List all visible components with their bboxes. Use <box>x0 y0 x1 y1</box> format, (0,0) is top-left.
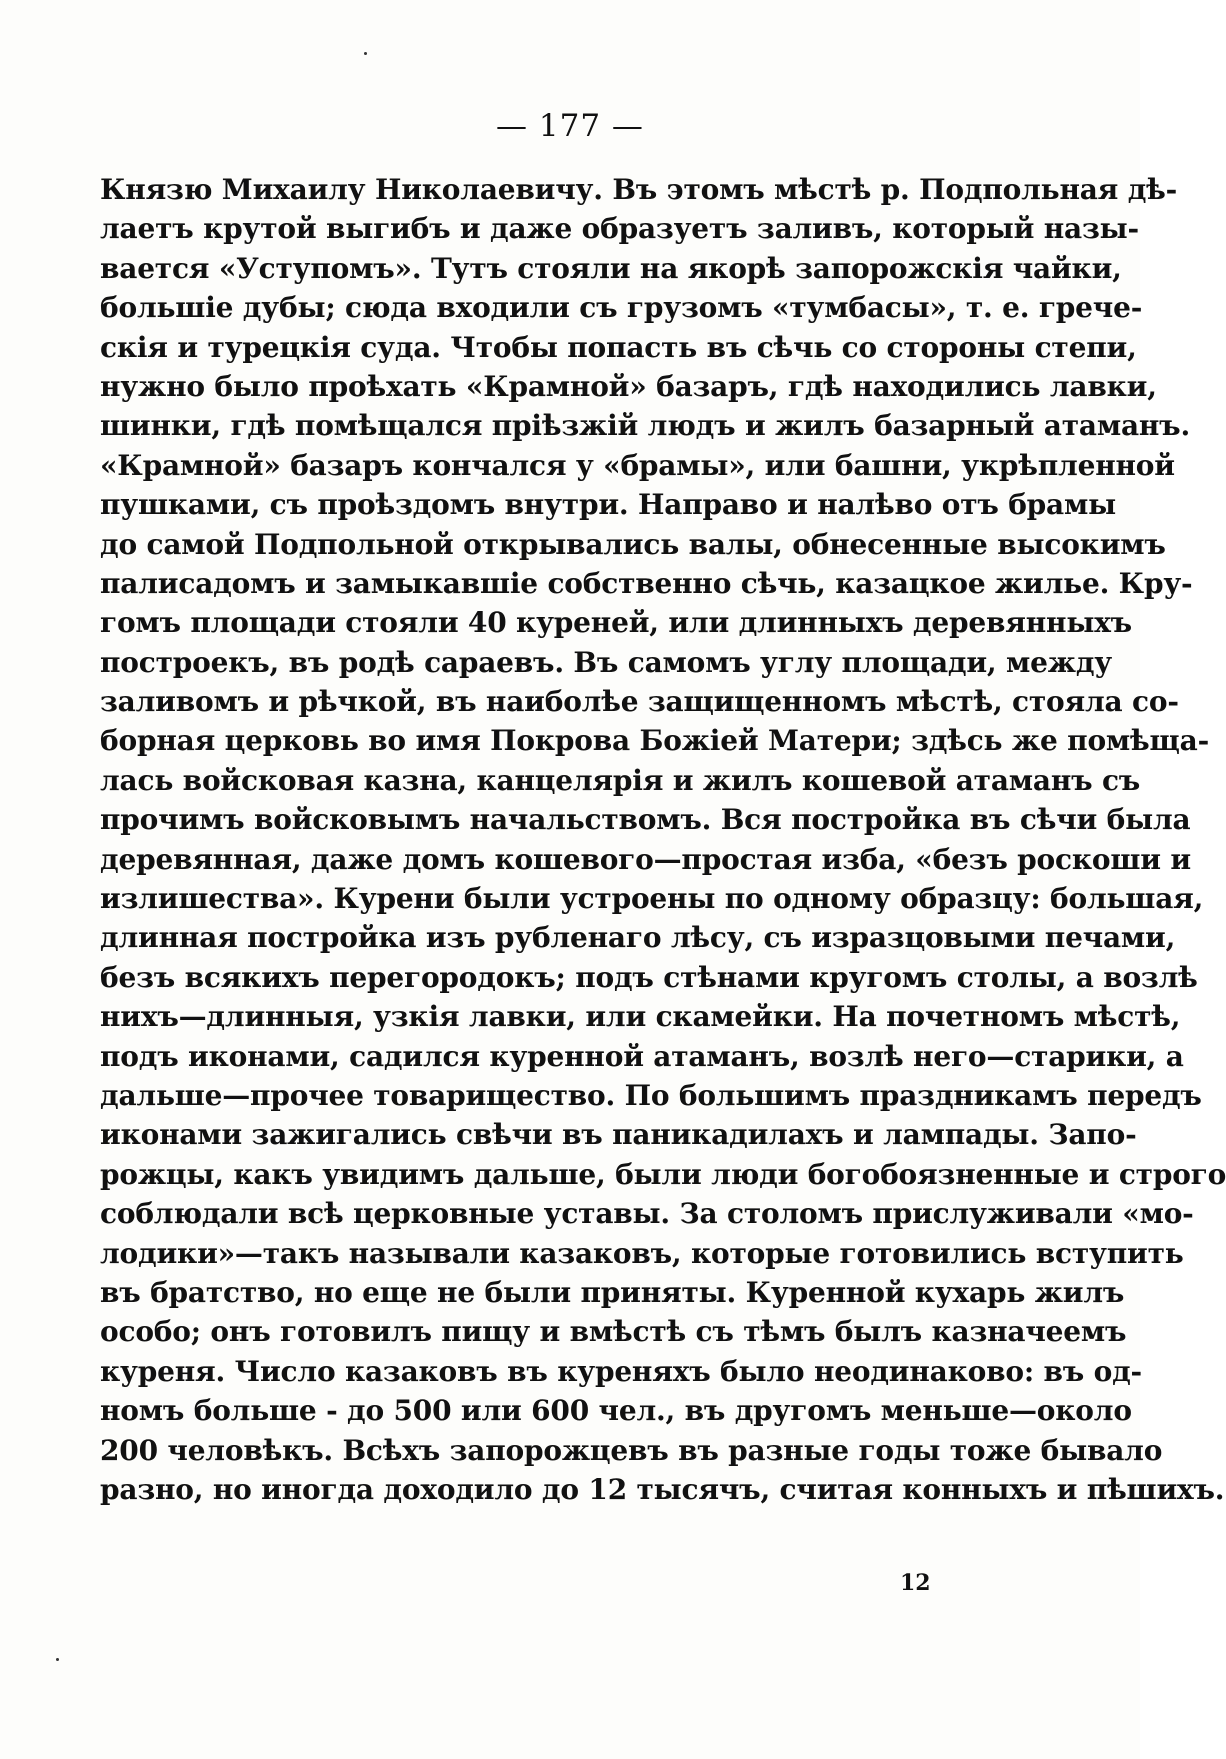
text-line: скія и турецкія суда. Чтобы попасть въ сѣчь со стороны степи, <box>100 330 1137 364</box>
page-number: — 177 — <box>496 108 644 144</box>
text-line: рожцы, какъ увидимъ дальше, были люди богобоязненные и строго <box>100 1157 1226 1191</box>
text-line: дальше—прочее товарищество. По большимъ праздникамъ передъ <box>100 1078 1202 1112</box>
text-line: особо; онъ готовилъ пищу и вмѣстѣ съ тѣмъ былъ казначеемъ <box>100 1315 1127 1349</box>
text-line: лаетъ крутой выгибъ и даже образуетъ заливъ, который назы- <box>100 212 1139 246</box>
text-line: куреня. Число казаковъ въ куреняхъ было неодинаково: въ од- <box>100 1354 1142 1388</box>
text-line: гомъ площади стояли 40 куреней, или длинныхъ деревянныхъ <box>100 606 1132 640</box>
text-line: 200 человѣкъ. Всѣхъ запорожцевъ въ разные годы тоже бывало <box>100 1433 1163 1467</box>
text-line: деревянная, даже домъ кошевого—простая изба, «безъ роскоши и <box>100 842 1191 876</box>
text-line: излишества». Курени были устроены по одному образцу: большая, <box>100 882 1204 916</box>
text-line: пушками, съ проѣздомъ внутри. Направо и налѣво отъ брамы <box>100 488 1116 522</box>
text-line: разно, но иногда доходило до 12 тысячъ, считая конныхъ и пѣшихъ. <box>100 1472 1225 1506</box>
text-line: лодики»—такъ называли казаковъ, которые готовились вступить <box>100 1236 1184 1270</box>
text-line: въ братство, но еще не были приняты. Куренной кухарь жилъ <box>100 1275 1125 1309</box>
text-line: борная церковь во имя Покрова Божіей Матери; здѣсь же помѣща- <box>100 724 1209 758</box>
text-line: вается «Уступомъ». Тутъ стояли на якорѣ запорожскія чайки, <box>100 251 1122 285</box>
text-line: длинная постройка изъ рубленаго лѣсу, съ изразцовыми печами, <box>100 921 1176 955</box>
text-line: прочимъ войсковымъ начальствомъ. Вся постройка въ сѣчи была <box>100 803 1191 837</box>
text-line: номъ больше - до 500 или 600 чел., въ другомъ меньше—около <box>100 1394 1132 1428</box>
text-line: иконами зажигались свѣчи въ паникадилахъ и лампады. Запо- <box>100 1118 1137 1152</box>
text-line: соблюдали всѣ церковные уставы. За столомъ прислуживали «мо- <box>100 1197 1194 1231</box>
text-line: нужно было проѣхать «Крамной» базаръ, гдѣ находились лавки, <box>100 369 1157 403</box>
text-line: большіе дубы; сюда входили съ грузомъ «тумбасы», т. е. грече- <box>100 291 1143 325</box>
text-line: безъ всякихъ перегородокъ; подъ стѣнами кругомъ столы, а возлѣ <box>100 960 1198 994</box>
text-line: палисадомъ и замыкавшіе собственно сѣчь, казацкое жилье. Кру- <box>100 566 1193 600</box>
text-line: Князю Михаилу Николаевичу. Въ этомъ мѣстѣ р. Подпольная дѣ- <box>100 173 1178 206</box>
print-speck <box>56 1658 59 1661</box>
text-line: лась войсковая казна, канцелярія и жилъ кошевой атаманъ съ <box>100 763 1141 797</box>
body-text <box>100 170 1226 1509</box>
text-line: заливомъ и рѣчкой, въ наиболѣе защищенномъ мѣстѣ, стояла со- <box>100 685 1179 719</box>
printer-signature-mark: 12 <box>900 1570 931 1596</box>
text-line: «Крамной» базаръ кончался у «брамы», или башни, укрѣпленной <box>100 448 1175 482</box>
print-speck <box>364 52 367 55</box>
text-line: нихъ—длинныя, узкія лавки, или скамейки. На почетномъ мѣстѣ, <box>100 1000 1181 1034</box>
text-line: шинки, гдѣ помѣщался пріѣзжій людъ и жилъ базарный атаманъ. <box>100 409 1191 443</box>
text-line: подъ иконами, садился куренной атаманъ, возлѣ него—старики, а <box>100 1039 1184 1073</box>
text-line: построекъ, въ родѣ сараевъ. Въ самомъ углу площади, между <box>100 645 1113 679</box>
text-line: до самой Подпольной открывались валы, обнесенные высокимъ <box>100 527 1166 561</box>
